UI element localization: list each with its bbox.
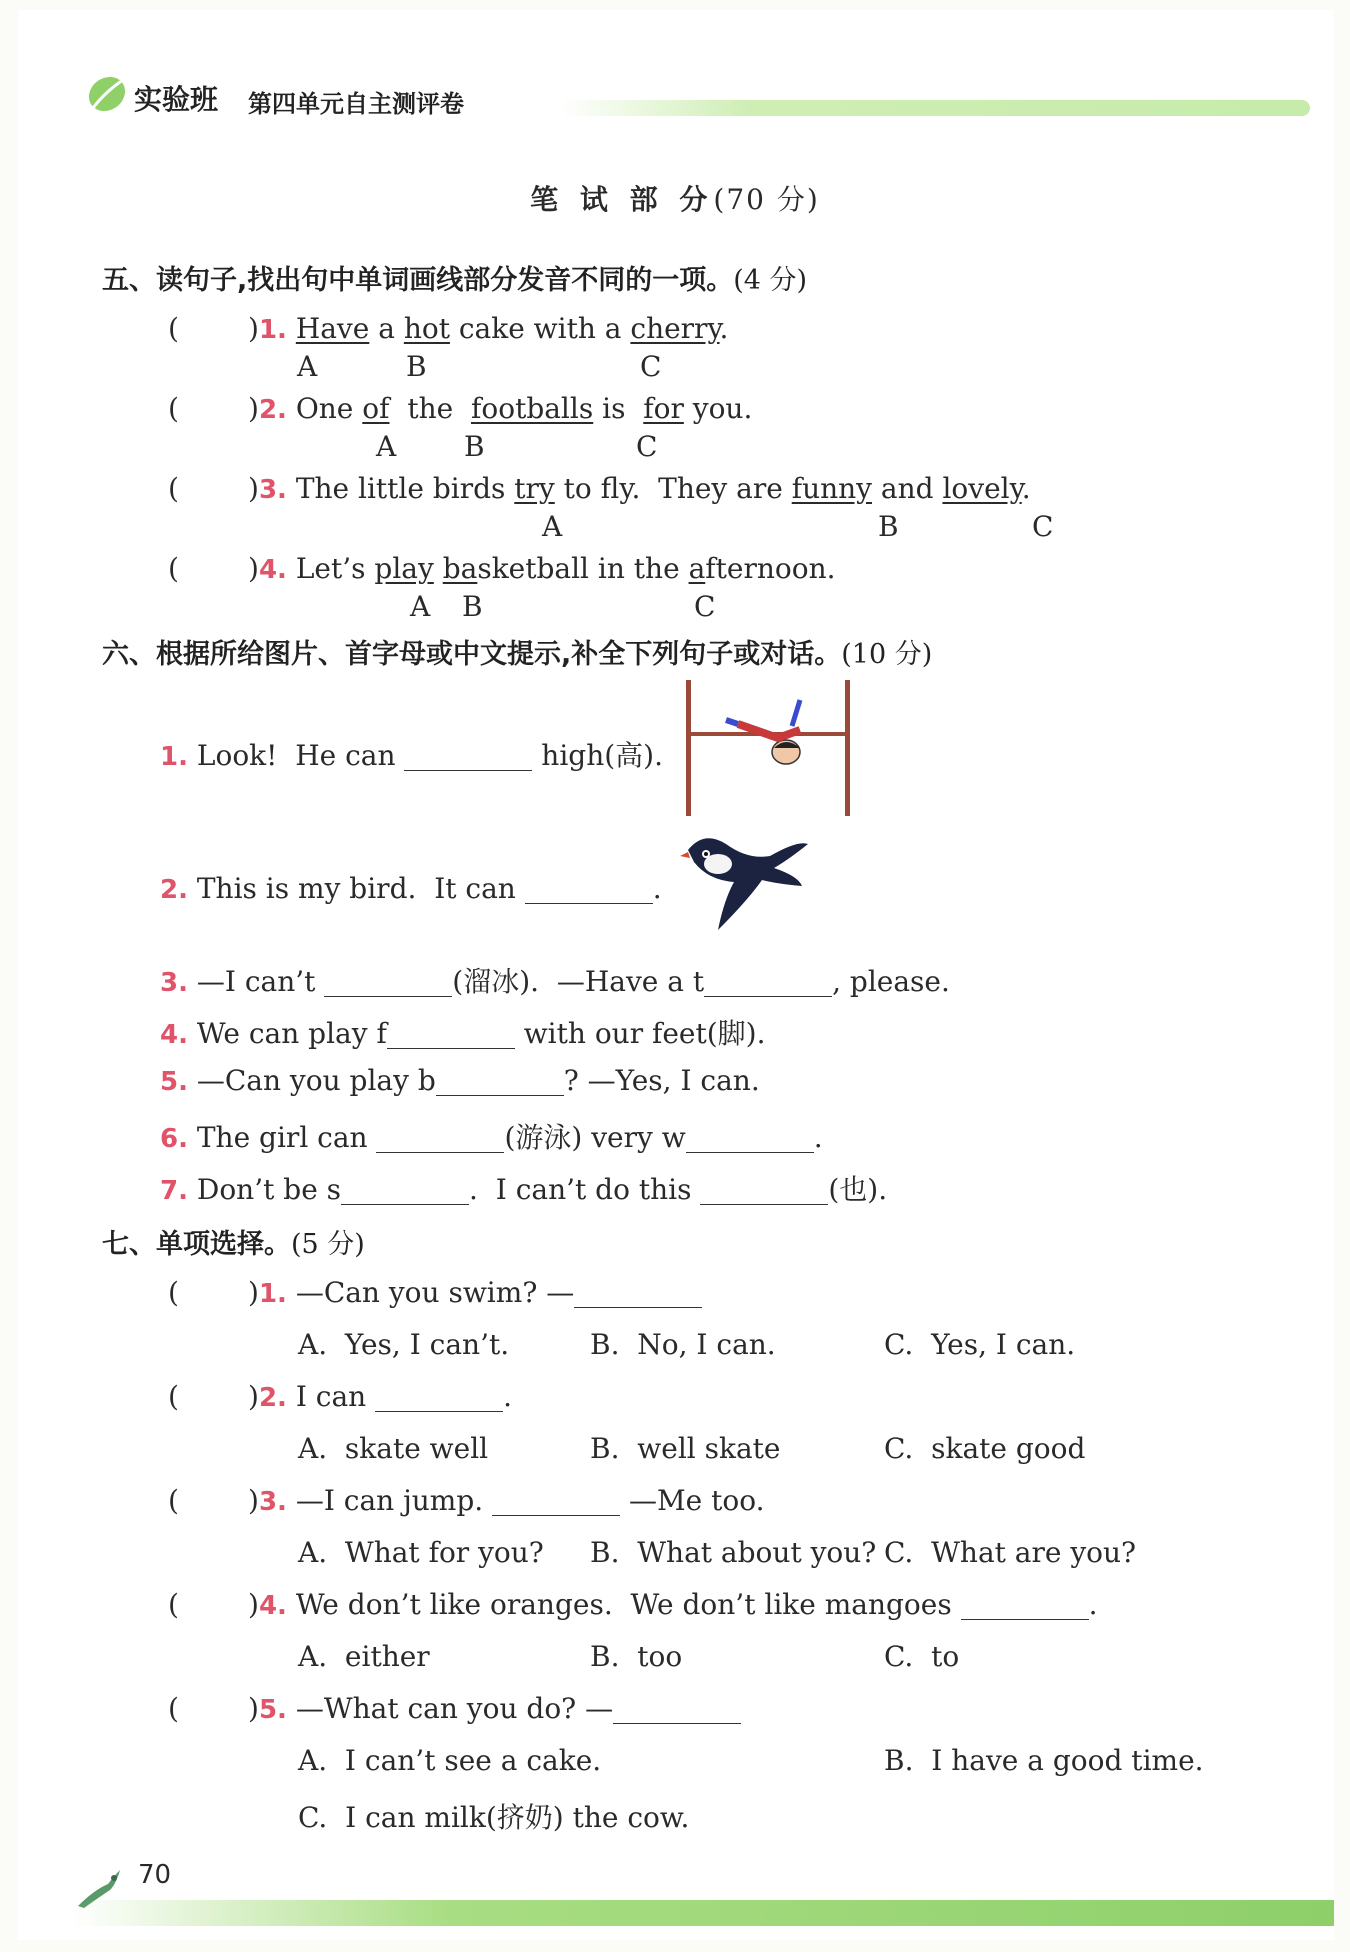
q6-item-7: 7. Don’t be s . I can’t do this (也).: [160, 1173, 888, 1206]
answer-blank[interactable]: [404, 769, 532, 771]
q7-heading: 七、单项选择。(5 分): [102, 1229, 365, 1260]
option-letter-b: B: [464, 430, 485, 463]
option-a: A. What for you?: [298, 1536, 544, 1569]
q6-item-4: 4. We can play f with our feet(脚).: [160, 1017, 766, 1050]
answer-paren-open: (: [168, 312, 179, 345]
q5-heading: 五、读句子,找出句中单词画线部分发音不同的一项。(4 分): [102, 265, 808, 296]
option-letter-c: C: [636, 430, 658, 463]
q5-item-1: )1. Have a hot cake with a cherry.: [248, 312, 729, 345]
answer-blank[interactable]: [686, 1151, 814, 1153]
q6-item-1: 1. Look! He can high(高).: [160, 739, 664, 772]
answer-paren-open: (: [168, 552, 179, 585]
option-letter-b: B: [406, 350, 427, 383]
option-letter-c: C: [1032, 510, 1054, 543]
header-stripe: [560, 100, 1310, 116]
option-b: B. I have a good time.: [884, 1744, 1204, 1777]
option-a: A. Yes, I can’t.: [298, 1328, 510, 1361]
option-a: A. I can’t see a cake.: [298, 1744, 602, 1777]
option-b: B. too: [590, 1640, 683, 1673]
answer-blank[interactable]: [436, 1094, 564, 1096]
footer-stripe: [70, 1900, 1334, 1926]
q5-item-3: )3. The little birds try to fly. They are funny and lovely.: [248, 472, 1031, 505]
option-c: C. Yes, I can.: [884, 1328, 1076, 1361]
q7-item-5: )5. —What can you do? —: [248, 1692, 741, 1725]
q6-item-6: 6. The girl can (游泳) very w .: [160, 1121, 823, 1154]
q7-item-4: )4. We don’t like oranges. We don’t like mangoes .: [248, 1588, 1098, 1621]
option-c: C. to: [884, 1640, 960, 1673]
unit-title: 第四单元自主测评卷: [248, 90, 464, 118]
answer-paren-open: (: [168, 1588, 179, 1621]
answer-paren-open: (: [168, 472, 179, 505]
high-jump-image: [682, 680, 854, 816]
flying-bird-image: [678, 830, 810, 940]
answer-paren-open: (: [168, 392, 179, 425]
answer-blank[interactable]: [376, 1151, 504, 1153]
answer-blank[interactable]: [574, 1306, 702, 1308]
leaf-logo-icon: [85, 70, 129, 114]
q7-item-3: )3. —I can jump. —Me too.: [248, 1484, 765, 1517]
answer-blank[interactable]: [375, 1410, 503, 1412]
option-letter-a: A: [376, 430, 397, 463]
option-b: B. What about you?: [590, 1536, 877, 1569]
option-b: B. well skate: [590, 1432, 781, 1465]
answer-blank[interactable]: [961, 1618, 1089, 1620]
option-letter-b: B: [878, 510, 899, 543]
answer-blank[interactable]: [341, 1203, 469, 1205]
option-c: C. I can milk(挤奶) the cow.: [298, 1801, 690, 1834]
answer-blank[interactable]: [492, 1514, 620, 1516]
option-a: A. either: [298, 1640, 430, 1673]
q7-item-2: )2. I can .: [248, 1380, 512, 1413]
option-letter-a: A: [542, 510, 563, 543]
q7-item-1: )1. —Can you swim? —: [248, 1276, 702, 1309]
answer-blank[interactable]: [700, 1203, 828, 1205]
answer-paren-open: (: [168, 1692, 179, 1725]
option-c: C. What are you?: [884, 1536, 1137, 1569]
q6-heading: 六、根据所给图片、首字母或中文提示,补全下列句子或对话。(10 分): [102, 639, 933, 670]
answer-paren-open: (: [168, 1276, 179, 1309]
page-number: 70: [138, 1860, 172, 1890]
answer-paren-open: (: [168, 1484, 179, 1517]
option-letter-a: A: [297, 350, 318, 383]
option-b: B. No, I can.: [590, 1328, 776, 1361]
q5-item-4: )4. Let’s play basketball in the afternoon.: [248, 552, 836, 585]
section-title: 笔 试 部 分(70 分): [530, 183, 820, 216]
answer-blank[interactable]: [613, 1722, 741, 1724]
answer-blank[interactable]: [525, 902, 653, 904]
answer-paren-open: (: [168, 1380, 179, 1413]
option-letter-a: A: [410, 590, 431, 623]
q6-item-5: 5. —Can you play b ? —Yes, I can.: [160, 1064, 760, 1097]
brand-name: 实验班: [134, 83, 219, 116]
q6-item-3: 3. —I can’t (溜冰). —Have a t , please.: [160, 965, 950, 998]
q5-item-2: )2. One of the footballs is for you.: [248, 392, 753, 425]
answer-blank[interactable]: [704, 995, 832, 997]
option-a: A. skate well: [298, 1432, 489, 1465]
q6-item-2: 2. This is my bird. It can .: [160, 872, 662, 905]
answer-blank[interactable]: [387, 1047, 515, 1049]
option-letter-c: C: [694, 590, 716, 623]
option-letter-c: C: [640, 350, 662, 383]
option-letter-b: B: [462, 590, 483, 623]
option-c: C. skate good: [884, 1432, 1086, 1465]
answer-blank[interactable]: [324, 995, 452, 997]
